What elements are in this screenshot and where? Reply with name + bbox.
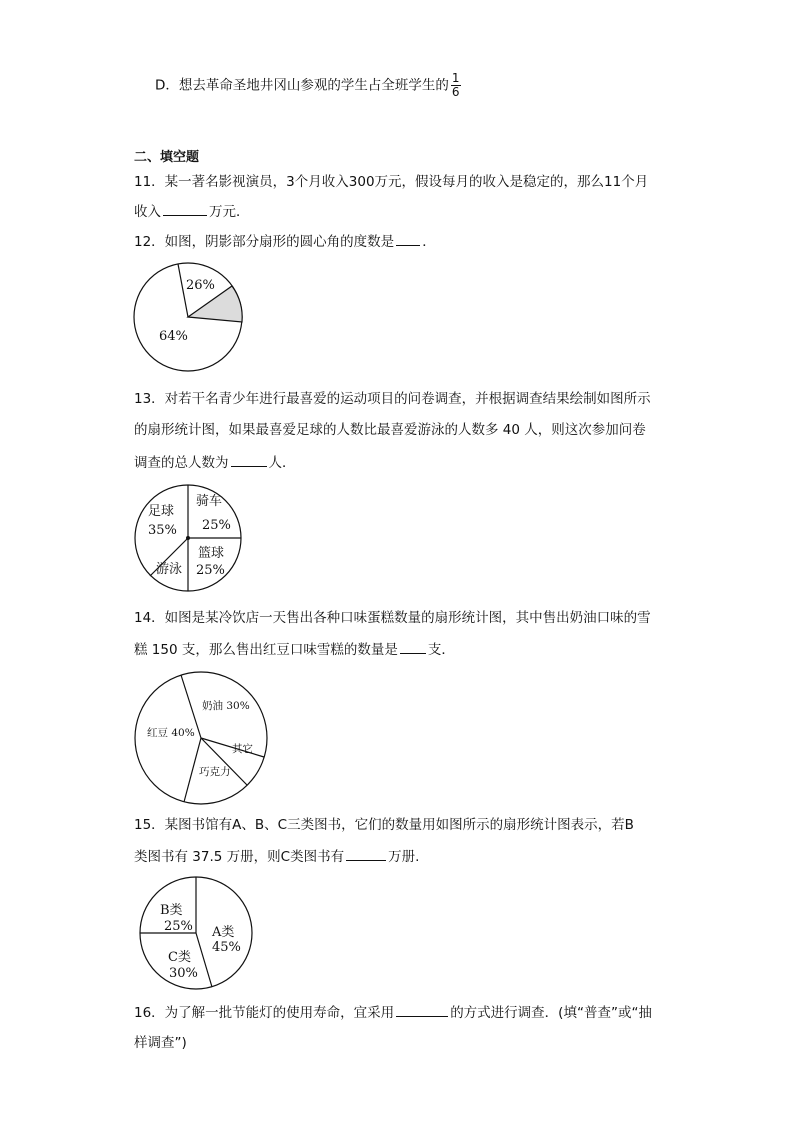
q13-label-football-pct: 35%	[148, 523, 177, 538]
q12-label-26: 26%	[186, 278, 215, 293]
q13-prefix: 调查的总人数为	[134, 455, 229, 471]
option-d	[155, 72, 461, 99]
q13-label-basketball-pct: 25%	[196, 563, 225, 578]
q11-prefix: 收入	[134, 204, 161, 220]
q15-label-b: B类	[160, 903, 183, 918]
q15-line1: 15．某图书馆有A、B、C三类图书，它们的数量用如图所示的扇形统计图表示，若B	[134, 817, 634, 833]
q11-suffix: 万元．	[209, 204, 250, 220]
q13-label-football: 足球	[148, 504, 175, 519]
q12-text	[134, 231, 436, 252]
q12-answer-blank[interactable]	[396, 231, 420, 246]
fraction-denominator: 6	[451, 85, 460, 99]
q13-line1: 13．对若干名青少年进行最喜爱的运动项目的问卷调查，并根据调查结果绘制如图所示	[134, 391, 651, 407]
option-d-text: D．想去革命圣地井冈山参观的学生占全班学生的	[155, 77, 449, 94]
q13-label-basketball: 篮球	[198, 546, 225, 561]
q14-answer-blank[interactable]	[400, 639, 426, 654]
q14-label-redbean: 红豆 40%	[147, 727, 195, 739]
q15-pie-chart	[134, 878, 264, 993]
q12-prefix: 12．如图，阴影部分扇形的圆心角的度数是	[134, 234, 395, 250]
q12-label-64: 64%	[159, 329, 188, 344]
q13-answer-blank[interactable]	[231, 452, 267, 467]
q13-center-dot	[186, 536, 190, 540]
q12-pie-chart	[132, 260, 252, 380]
q15-label-a-pct: 45%	[212, 940, 241, 955]
q15-label-a: A类	[212, 925, 235, 940]
q11-answer-blank[interactable]	[163, 201, 207, 216]
q16-suffix: 的方式进行调查．(填“普查”或“抽	[450, 1005, 652, 1021]
q14-label-choco: 巧克力	[199, 766, 231, 778]
q15-label-b-pct: 25%	[164, 919, 193, 934]
q13-label-bike: 骑车	[196, 494, 223, 509]
q13-label-swim: 游泳	[156, 562, 183, 577]
q15-label-c-pct: 30%	[169, 966, 198, 981]
q13-pie-chart	[132, 486, 252, 596]
q13-suffix: 人．	[268, 455, 296, 471]
q16-prefix: 16．为了解一批节能灯的使用寿命，宜采用	[134, 1005, 395, 1021]
q15-suffix: 万册.	[388, 849, 420, 865]
q15-answer-blank[interactable]	[346, 846, 386, 861]
q14-line1: 14．如图是某冷饮店一天售出各种口味蛋糕数量的扇形统计图，其中售出奶油口味的雪	[134, 610, 651, 626]
q15-prefix: 类图书有 37.5 万册，则C类图书有	[134, 849, 345, 865]
q14-label-cream: 奶油 30%	[202, 700, 250, 712]
q15-label-c: C类	[168, 950, 191, 965]
q11-line1: 11．某一著名影视演员，3个月收入300万元，假设每月的收入是稳定的，那么11个月	[134, 174, 649, 190]
fraction-numerator: 1	[451, 71, 460, 85]
section-title: 二、填空题	[134, 150, 200, 165]
q16-line1	[134, 1002, 652, 1023]
q15-line2	[134, 846, 419, 867]
q13-label-bike-pct: 25%	[202, 518, 231, 533]
q14-pie-chart	[134, 672, 274, 802]
q11-line2	[134, 201, 250, 222]
q14-line2	[134, 639, 455, 660]
q12-suffix: ．	[422, 234, 436, 250]
q16-line2: 样调查”)	[134, 1035, 187, 1051]
q14-prefix: 糕 150 支，那么售出红豆口味雪糕的数量是	[134, 642, 398, 658]
q14-label-other: 其它	[232, 743, 253, 755]
fraction-one-sixth	[451, 72, 461, 99]
q14-suffix: 支．	[427, 642, 455, 658]
q13-line3	[134, 452, 296, 473]
q16-answer-blank[interactable]	[396, 1002, 448, 1017]
q13-line2: 的扇形统计图，如果最喜爱足球的人数比最喜爱游泳的人数多 40 人，则这次参加问卷	[134, 422, 646, 438]
